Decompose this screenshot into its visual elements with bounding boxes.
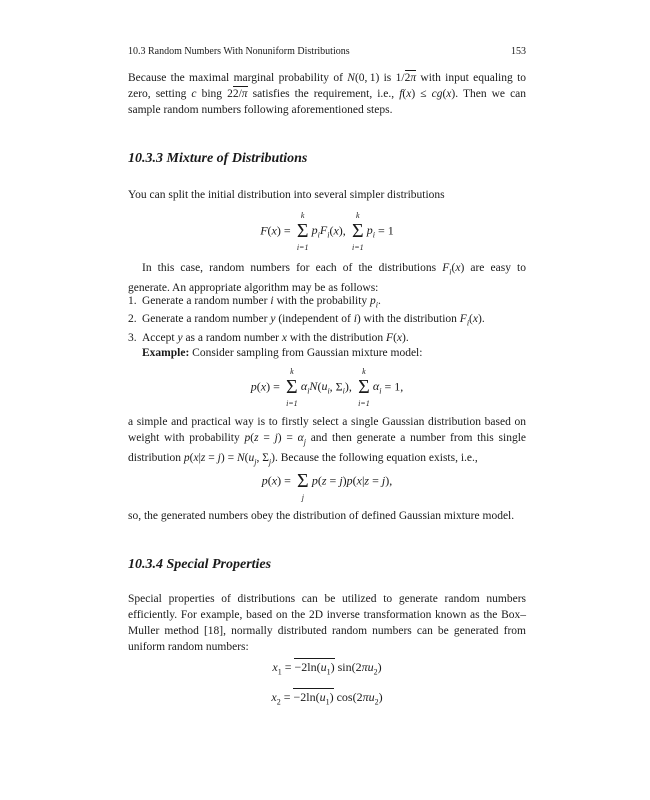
intro-paragraph: Because the maximal marginal probability of N(0, 1) is 1/2π with input equaling to zero, setting c bing 22/π satisfies the requirement, i.e., f(x) ≤ cg(x). Then we can sample random numbers following aforementioned steps. [128, 72, 527, 116]
paragraph-gaussian-selection: a simple and practical way is to firstly select a single Gaussian distribution based on weight with probability $p(z = j) = \alpha_j$ and then generate a number from this single distribution $p(x|z = j) = N(u_j$, $\Sigma_j$). Because the following equation exists, i.e., [128, 416, 527, 467]
running-header [128, 46, 526, 57]
paragraph-case: In this case, random numbers for each of the distributions $F_i(x)$ are easy to generate. An appropriate algorithm may be as follows: [128, 262, 526, 295]
algorithm-list [128, 294, 526, 345]
paragraph-conclusion: so, the generated numbers obey the distribution of defined Gaussian mixture model. [128, 510, 515, 522]
equation-box-muller-x1: $x_1 = -2\ln(u_1)$ $\sin(2\pi u_2)$ [272, 660, 382, 677]
paragraph-split: You can split the initial distribution into several simpler distributions [128, 189, 445, 201]
list-item: 3. Accept y as a random number x with the distribution F(x). [128, 331, 409, 344]
equation-total-probability: p(x) = Σ j p(z = j)p(x|z = j), [261, 470, 393, 502]
example-label: Example: [142, 347, 190, 359]
example-paragraph: Example: Consider sampling from Gaussian mixture model: [142, 347, 423, 359]
section-heading-special-properties: 10.3.4 Special Properties [128, 557, 272, 572]
list-item: 1. Generate a random number i with the probability $p_i$. [128, 295, 381, 310]
page-number: 153 [511, 46, 526, 57]
section-heading-mixture: 10.3.3 Mixture of Distributions [128, 151, 308, 166]
running-header-title: 10.3 Random Numbers With Nonuniform Distributions [128, 46, 350, 57]
paragraph-special-properties: Special properties of distributions can be utilized to generate random numbers efficiently. For example, based on the 2D inverse transformation known as the Box–Muller method [18], normally distributed random numbers can be generated from uniform random numbers: [128, 593, 526, 653]
equation-gaussian-mixture: p(x) = k Σ i=1 $\alpha_iN(u_i$, $\Sigma_i$), k Σ i=1 $\alpha_i = 1$, [250, 367, 404, 408]
equation-box-muller-x2: $x_2 = -2\ln(u_1)$ $\cos(2\pi u_2)$ [271, 690, 383, 707]
equation-mixture-cdf: F(x) = k Σ i=1 $p_iF_i(x)$, k Σ i=1 $p_i = 1$ [260, 211, 394, 252]
list-item: 2. Generate a random number y (independent of i) with the distribution $F_i(x)$. [128, 313, 485, 328]
